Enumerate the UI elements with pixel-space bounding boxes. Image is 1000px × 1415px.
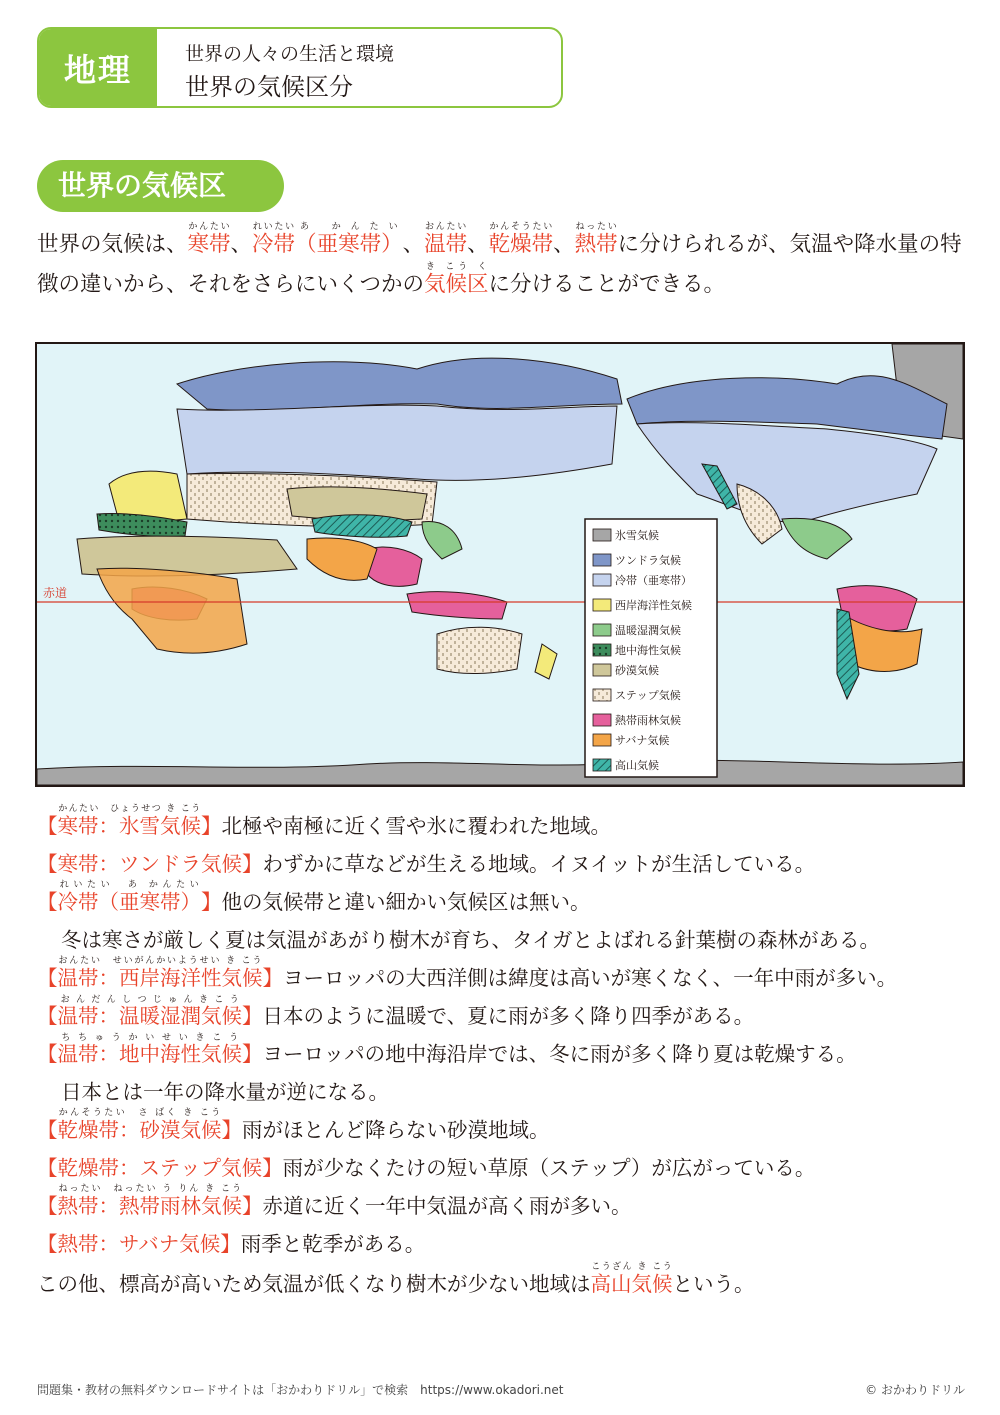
closing-text-end: という。 bbox=[672, 1272, 755, 1296]
bracket-open: 【 bbox=[37, 1118, 58, 1142]
legend-label: 熱帯雨林気候 bbox=[615, 714, 681, 727]
description-line bbox=[37, 1031, 977, 1069]
legend-swatch bbox=[593, 624, 611, 636]
bracket-close: 】 bbox=[262, 966, 283, 990]
description-text: 他の気候帯と違い細かい気候区は無い。 bbox=[221, 890, 591, 914]
equator-label: 赤道 bbox=[43, 586, 68, 600]
savanna-africa bbox=[97, 568, 247, 653]
description-line bbox=[37, 841, 977, 879]
term-reitai: 冷帯れいたい bbox=[252, 222, 296, 257]
legend-label: 地中海性気候 bbox=[615, 644, 681, 657]
description-text: 日本とは一年の降水量が逆になる。 bbox=[61, 1080, 389, 1104]
description-line bbox=[37, 1069, 977, 1107]
west-coast-nz bbox=[535, 644, 557, 679]
footer-note: 問題集・教材の無料ダウンロードサイトは「おかわりドリル」で検索 https://www.okadori.net bbox=[37, 1383, 564, 1397]
term-akantai: （亜寒帯）あ かんたい bbox=[295, 222, 403, 257]
climate-term: 寒帯：氷雪気候かんたい ひょうせつ き こう bbox=[57, 804, 201, 838]
bracket-open: 【 bbox=[37, 1042, 58, 1066]
rainforest-indonesia bbox=[407, 592, 507, 619]
description-text: 雨季と乾季がある。 bbox=[240, 1232, 426, 1256]
legend-label: ツンドラ気候 bbox=[615, 554, 681, 567]
legend-label: サバナ気候 bbox=[615, 734, 670, 747]
description-text: 日本のように温暖で、夏に雨が多く降り四季がある。 bbox=[262, 1004, 755, 1028]
description-text: 北極や南極に近く雪や氷に覆われた地域。 bbox=[221, 814, 611, 838]
description-line bbox=[37, 879, 977, 917]
description-text: わずかに草などが生える地域。イヌイットが生活している。 bbox=[262, 852, 816, 876]
desert-australia bbox=[437, 627, 522, 673]
legend-label: 氷雪気候 bbox=[615, 529, 659, 542]
bracket-close: 】 bbox=[242, 1194, 263, 1218]
legend-swatch bbox=[593, 574, 611, 586]
legend-swatch bbox=[593, 529, 611, 541]
bracket-close: 】 bbox=[262, 1156, 283, 1180]
description-line bbox=[37, 1107, 977, 1145]
climate-descriptions bbox=[37, 803, 977, 1299]
bracket-open: 【 bbox=[37, 814, 58, 838]
description-text: 雨がほとんど降らない砂漠地域。 bbox=[242, 1118, 550, 1142]
bracket-close: 】 bbox=[242, 1004, 263, 1028]
map-svg bbox=[37, 344, 963, 785]
description-line bbox=[37, 1183, 977, 1221]
description-text: 赤道に近く一年中気温が高く雨が多い。 bbox=[262, 1194, 632, 1218]
bracket-open: 【 bbox=[37, 852, 58, 876]
description-line bbox=[37, 803, 977, 841]
description-line bbox=[37, 1145, 977, 1183]
description-line bbox=[37, 993, 977, 1031]
term-nettai: 熱帯ねったい bbox=[574, 222, 618, 257]
taiga-namerica bbox=[637, 423, 937, 524]
description-text: ヨーロッパの地中海沿岸では、冬に雨が多く降り夏は乾燥する。 bbox=[262, 1042, 857, 1066]
bracket-open: 【 bbox=[37, 1194, 58, 1218]
bracket-close: 】 bbox=[221, 1118, 242, 1142]
antarctica-ice bbox=[37, 760, 963, 785]
legend-swatch bbox=[593, 599, 611, 611]
climate-term: 乾燥帯：ステップ気候 bbox=[57, 1156, 263, 1180]
intro-text-1: 世界の気候は、 bbox=[37, 232, 188, 257]
legend-swatch bbox=[593, 644, 611, 656]
term-kouzan: 高山気候こうざん き こう bbox=[590, 1262, 673, 1296]
description-line bbox=[37, 1221, 977, 1259]
description-text: ヨーロッパの大西洋側は緯度は高いが寒くなく、一年中雨が多い。 bbox=[283, 966, 898, 990]
closing-line bbox=[37, 1261, 977, 1299]
legend-label: 砂漠気候 bbox=[615, 664, 659, 677]
page-title: 世界の気候区分 bbox=[185, 73, 353, 101]
term-ontai: 温帯おんたい bbox=[424, 222, 468, 257]
intro-paragraph: 世界の気候は、寒帯かんたい、冷帯れいたい（亜寒帯）あ かんたい、温帯おんたい、乾燥帯かんそうたい、熱帯ねったいに分けられるが、気温や降水量の特徴の違いから、それをさらにいくつかの気候区き こう くに分けることができる。 bbox=[37, 222, 962, 297]
world-climate-map bbox=[35, 342, 965, 787]
climate-term: 熱帯：熱帯雨林気候ねったい ねったい う りん き こう bbox=[57, 1184, 242, 1218]
term-kantai: 寒帯かんたい bbox=[187, 222, 231, 257]
legend-label: 高山気候 bbox=[615, 759, 659, 772]
intro-text-2: に分けられるが、気温や降水量の特徴の違いから、それをさらにいくつかの bbox=[37, 232, 962, 297]
header-box bbox=[37, 27, 563, 108]
climate-term: 温帯：温暖湿潤気候おんだんしつじゅんきこう bbox=[57, 995, 242, 1028]
west-coast-europe bbox=[109, 471, 187, 520]
legend-label: 温暖湿潤気候 bbox=[615, 624, 681, 637]
highland-tibet bbox=[312, 515, 412, 537]
intro-text-3: に分けることができる。 bbox=[488, 272, 726, 297]
bracket-open: 【 bbox=[37, 890, 58, 914]
bracket-open: 【 bbox=[37, 1156, 58, 1180]
climate-term: 乾燥帯：砂漠気候かんそうたい さ ばく き こう bbox=[57, 1108, 222, 1142]
tundra-eurasia bbox=[177, 358, 622, 410]
bracket-close: 】 bbox=[220, 1232, 241, 1256]
legend-swatch bbox=[593, 714, 611, 726]
legend-label: 冷帯（亜寒帯） bbox=[615, 574, 692, 587]
description-line bbox=[37, 917, 977, 955]
humid-asia bbox=[422, 521, 462, 559]
bracket-close: 】 bbox=[201, 890, 222, 914]
map-legend bbox=[585, 519, 717, 777]
description-text: 雨が少なくたけの短い草原（ステップ）が広がっている。 bbox=[282, 1156, 816, 1180]
closing-text: この他、標高が高いため気温が低くなり樹木が少ない地域は bbox=[37, 1272, 591, 1296]
bracket-open: 【 bbox=[37, 1004, 58, 1028]
climate-term: 温帯：西岸海洋性気候おんたい せいがんかいようせい き こう bbox=[57, 956, 263, 990]
humid-namerica bbox=[782, 518, 852, 559]
legend-swatch bbox=[593, 759, 611, 771]
climate-term: 温帯：地中海性気候ちちゅうかいせいきこう bbox=[57, 1033, 242, 1066]
legend-swatch bbox=[593, 664, 611, 676]
legend-swatch bbox=[593, 689, 611, 701]
subject-label: 地理 bbox=[39, 29, 157, 106]
legend-label: 西岸海洋性気候 bbox=[615, 599, 692, 612]
taiga-eurasia bbox=[177, 405, 617, 480]
savanna-india bbox=[307, 538, 377, 580]
description-text: 冬は寒さが厳しく夏は気温があがり樹木が育ち、タイガとよばれる針葉樹の森林がある。 bbox=[61, 928, 880, 952]
climate-term: 熱帯：サバナ気候 bbox=[57, 1232, 221, 1256]
description-line bbox=[37, 955, 977, 993]
footer-copyright: © おかわりドリル bbox=[865, 1383, 965, 1397]
term-kansoutai: 乾燥帯かんそうたい bbox=[488, 222, 554, 257]
section-title: 世界の気候区 bbox=[37, 160, 284, 212]
legend-swatch bbox=[593, 734, 611, 746]
legend-label: ステップ気候 bbox=[615, 689, 681, 702]
bracket-open: 【 bbox=[37, 966, 58, 990]
bracket-close: 】 bbox=[242, 1042, 263, 1066]
bracket-close: 】 bbox=[242, 852, 263, 876]
climate-term: 寒帯：ツンドラ気候 bbox=[57, 852, 242, 876]
climate-term: 冷帯（亜寒帯）れいたい あ かんたい bbox=[57, 880, 201, 914]
unit-subtitle: 世界の人々の生活と環境 bbox=[185, 43, 395, 65]
bracket-open: 【 bbox=[37, 1232, 58, 1256]
term-kikouku: 気候区き こう く bbox=[424, 262, 489, 297]
bracket-close: 】 bbox=[201, 814, 222, 838]
legend-swatch bbox=[593, 554, 611, 566]
